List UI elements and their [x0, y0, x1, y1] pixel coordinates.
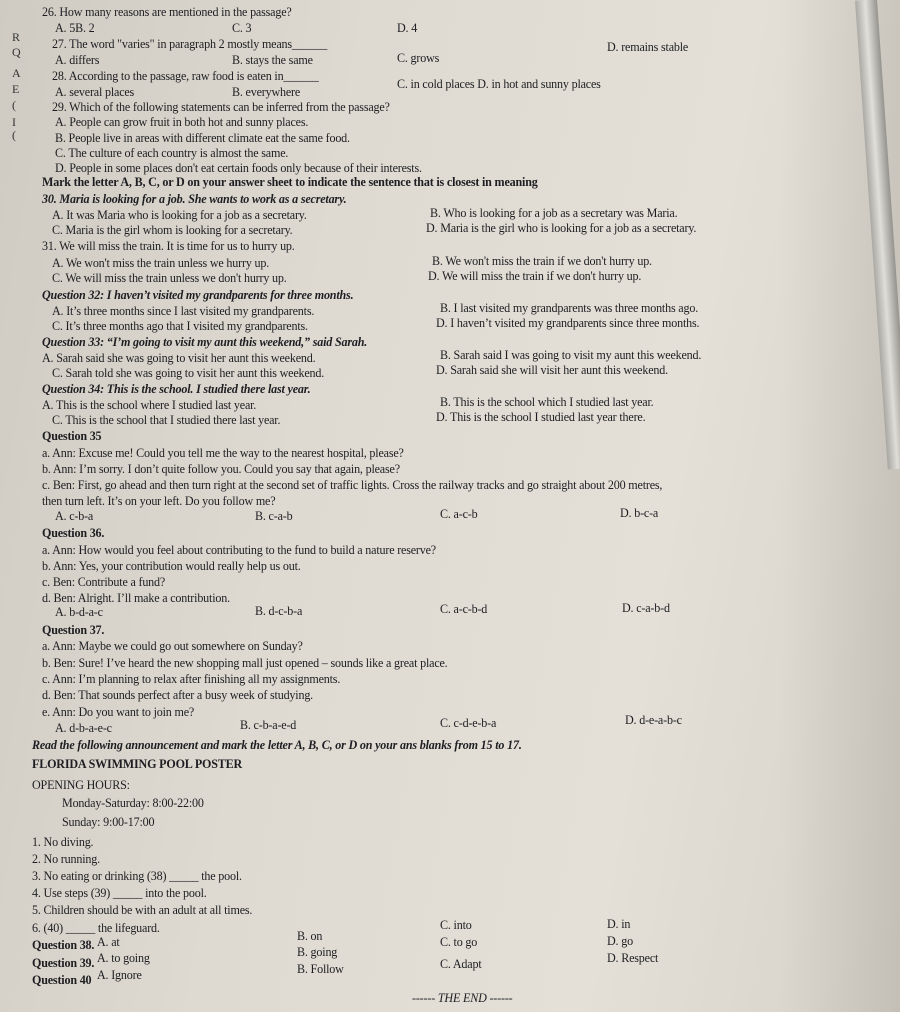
document-line: 27. The word "varies" in paragraph 2 mostly means______	[52, 36, 328, 51]
document-line: 31. We will miss the train. It is time for us to hurry up.	[42, 238, 295, 253]
document-line: a. Ann: Excuse me! Could you tell me the way to the nearest hospital, please?	[42, 445, 404, 460]
answer-option: C. 3	[232, 20, 252, 35]
answer-option: B. going	[297, 944, 338, 959]
document-line: A. several places	[55, 84, 135, 99]
answer-option: C. into	[440, 917, 472, 932]
document-line: a. Ann: How would you feel about contributing to the fund to build a nature reserve?	[42, 542, 437, 557]
document-line: 28. According to the passage, raw food is eaten in______	[52, 68, 319, 83]
document-line: 4. Use steps (39) _____ into the pool.	[32, 885, 207, 900]
answer-option: B. on	[297, 928, 323, 943]
document-line: 30. Maria is looking for a job. She wants to work as a secretary.	[42, 191, 347, 206]
document-line: Sunday: 9:00-17:00	[62, 814, 155, 829]
margin-mark: I	[12, 115, 16, 129]
answer-option: B. c-a-b	[255, 508, 293, 523]
margin-mark: R	[12, 30, 21, 44]
answer-option: C. to go	[440, 934, 478, 949]
answer-option: D. We will miss the train if we don't hurry up.	[428, 268, 642, 283]
answer-option: B. stays the same	[232, 52, 313, 67]
document-line: e. Ann: Do you want to join me?	[42, 704, 195, 719]
document-line: Question 35	[42, 428, 102, 443]
answer-option: D. Respect	[607, 950, 659, 965]
answer-option: A. at	[97, 934, 120, 949]
answer-option: A. Ignore	[97, 967, 142, 982]
document-line: B. People live in areas with different climate eat the same food.	[55, 130, 350, 145]
document-line: Question 39.	[32, 955, 95, 970]
answer-option: B. d-c-b-a	[255, 603, 303, 618]
document-line: Question 38.	[32, 937, 95, 952]
answer-option: B. I last visited my grandparents was three months ago.	[440, 300, 699, 315]
answer-option: B. We won't miss the train if we don't hurry up.	[432, 253, 652, 268]
document-line: Question 37.	[42, 622, 105, 637]
answer-option: A. to going	[97, 950, 150, 965]
document-line: A. We won't miss the train unless we hurry up.	[52, 255, 270, 270]
answer-option: B. Sarah said I was going to visit my aunt this weekend.	[440, 347, 702, 362]
answer-option: B. Who is looking for a job as a secretary was Maria.	[430, 205, 678, 220]
document-line: C. Sarah told she was going to visit her aunt this weekend.	[52, 365, 325, 380]
document-line: 2. No running.	[32, 851, 100, 866]
margin-mark: (	[12, 128, 16, 142]
answer-option: C. c-d-e-b-a	[440, 715, 497, 730]
answer-option: D. go	[607, 933, 633, 948]
answer-option: D. c-a-b-d	[622, 600, 670, 615]
answer-option: D. remains stable	[607, 39, 689, 54]
document-line: d. Ben: Alright. I’ll make a contribution.	[42, 590, 230, 605]
document-line: Monday-Saturday: 8:00-22:00	[62, 795, 204, 810]
answer-option: B. c-b-a-e-d	[240, 717, 297, 732]
document-line: A. d-b-a-e-c	[55, 720, 112, 735]
answer-option: D. 4	[397, 20, 418, 35]
answer-option: C. a-c-b-d	[440, 601, 488, 616]
document-line: A. People can grow fruit in both hot and sunny places.	[55, 114, 309, 129]
margin-mark: A	[12, 66, 21, 80]
document-line: b. Ann: Yes, your contribution would really help us out.	[42, 558, 301, 573]
document-line: FLORIDA SWIMMING POOL POSTER	[32, 756, 243, 771]
answer-option: C. Adapt	[440, 956, 482, 971]
document-line: A. It was Maria who is looking for a job as a secretary.	[52, 207, 307, 222]
margin-mark: E	[12, 82, 20, 96]
answer-option: B. everywhere	[232, 84, 301, 99]
document-line: Question 36.	[42, 525, 105, 540]
document-line: A. This is the school where I studied last year.	[42, 397, 257, 412]
document-line: C. We will miss the train unless we don't hurry up.	[52, 270, 287, 285]
document-line: D. People in some places don't eat certain foods only because of their interests.	[55, 160, 422, 175]
margin-mark: Q	[12, 45, 21, 59]
document-line: Mark the letter A, B, C, or D on your answer sheet to indicate the sentence that is closest in meaning	[42, 174, 538, 189]
document-line: C. The culture of each country is almost the same.	[55, 145, 289, 160]
document-line: C. It’s three months ago that I visited my grandparents.	[52, 318, 308, 333]
document-line: c. Ben: Contribute a fund?	[42, 574, 166, 589]
answer-option: D. I haven’t visited my grandparents since three months.	[436, 315, 700, 330]
document-line: b. Ben: Sure! I’ve heard the new shopping mall just opened – sounds like a great place.	[42, 655, 448, 670]
document-line: 6. (40) _____ the lifeguard.	[32, 920, 160, 935]
answer-option: B. This is the school which I studied last year.	[440, 394, 654, 409]
document-line: Question 40	[32, 972, 92, 987]
document-line: OPENING HOURS:	[32, 777, 130, 792]
document-line: 3. No eating or drinking (38) _____ the pool.	[32, 868, 242, 883]
document-line: A. 5B. 2	[55, 20, 95, 35]
document-line: c. Ben: First, go ahead and then turn right at the second set of traffic lights. Cross the railway tracks and go straight about 200 metres,	[42, 477, 663, 492]
document-line: A. c-b-a	[55, 508, 94, 523]
document-line: 1. No diving.	[32, 834, 94, 849]
answer-option: D. b-c-a	[620, 505, 659, 520]
document-line: a. Ann: Maybe we could go out somewhere on Sunday?	[42, 638, 303, 653]
answer-option: D. d-e-a-b-c	[625, 712, 682, 727]
document-line: Read the following announcement and mark the letter A, B, C, or D on your ans blanks from 15 to 17.	[32, 737, 522, 752]
document-line: 5. Children should be with an adult at all times.	[32, 902, 253, 917]
document-line: Question 33: “I’m going to visit my aunt this weekend,” said Sarah.	[42, 334, 368, 349]
answer-option: C. in cold places D. in hot and sunny places	[397, 76, 601, 91]
answer-option: D. Maria is the girl who is looking for a job as a secretary.	[426, 220, 697, 235]
answer-option: C. a-c-b	[440, 506, 478, 521]
document-line: A. differs	[55, 52, 100, 67]
document-line: ------ THE END ------	[412, 990, 513, 1005]
answer-option: D. in	[607, 916, 631, 931]
margin-mark: (	[12, 98, 16, 112]
document-line: d. Ben: That sounds perfect after a busy week of studying.	[42, 687, 314, 702]
document-line: Question 34: This is the school. I studied there last year.	[42, 381, 311, 396]
document-line: A. It’s three months since I last visited my grandparents.	[52, 303, 315, 318]
document-line: 26. How many reasons are mentioned in the passage?	[42, 4, 292, 19]
document-line: C. This is the school that I studied there last year.	[52, 412, 281, 427]
document-line: Question 32: I haven’t visited my grandparents for three months.	[42, 287, 354, 302]
document-line: A. b-d-a-c	[55, 604, 103, 619]
document-line: 29. Which of the following statements can be inferred from the passage?	[52, 99, 390, 114]
answer-option: B. Follow	[297, 961, 344, 976]
answer-option: D. This is the school I studied last year there.	[436, 409, 646, 424]
document-line: C. Maria is the girl whom is looking for a secretary.	[52, 222, 293, 237]
document-line: then turn left. It’s on your left. Do you follow me?	[42, 493, 276, 508]
document-line: c. Ann: I’m planning to relax after finishing all my assignments.	[42, 671, 341, 686]
document-line: b. Ann: I’m sorry. I don’t quite follow you. Could you say that again, please?	[42, 461, 400, 476]
answer-option: C. grows	[397, 50, 440, 65]
answer-option: D. Sarah said she will visit her aunt this weekend.	[436, 362, 668, 377]
document-line: A. Sarah said she was going to visit her aunt this weekend.	[42, 350, 316, 365]
